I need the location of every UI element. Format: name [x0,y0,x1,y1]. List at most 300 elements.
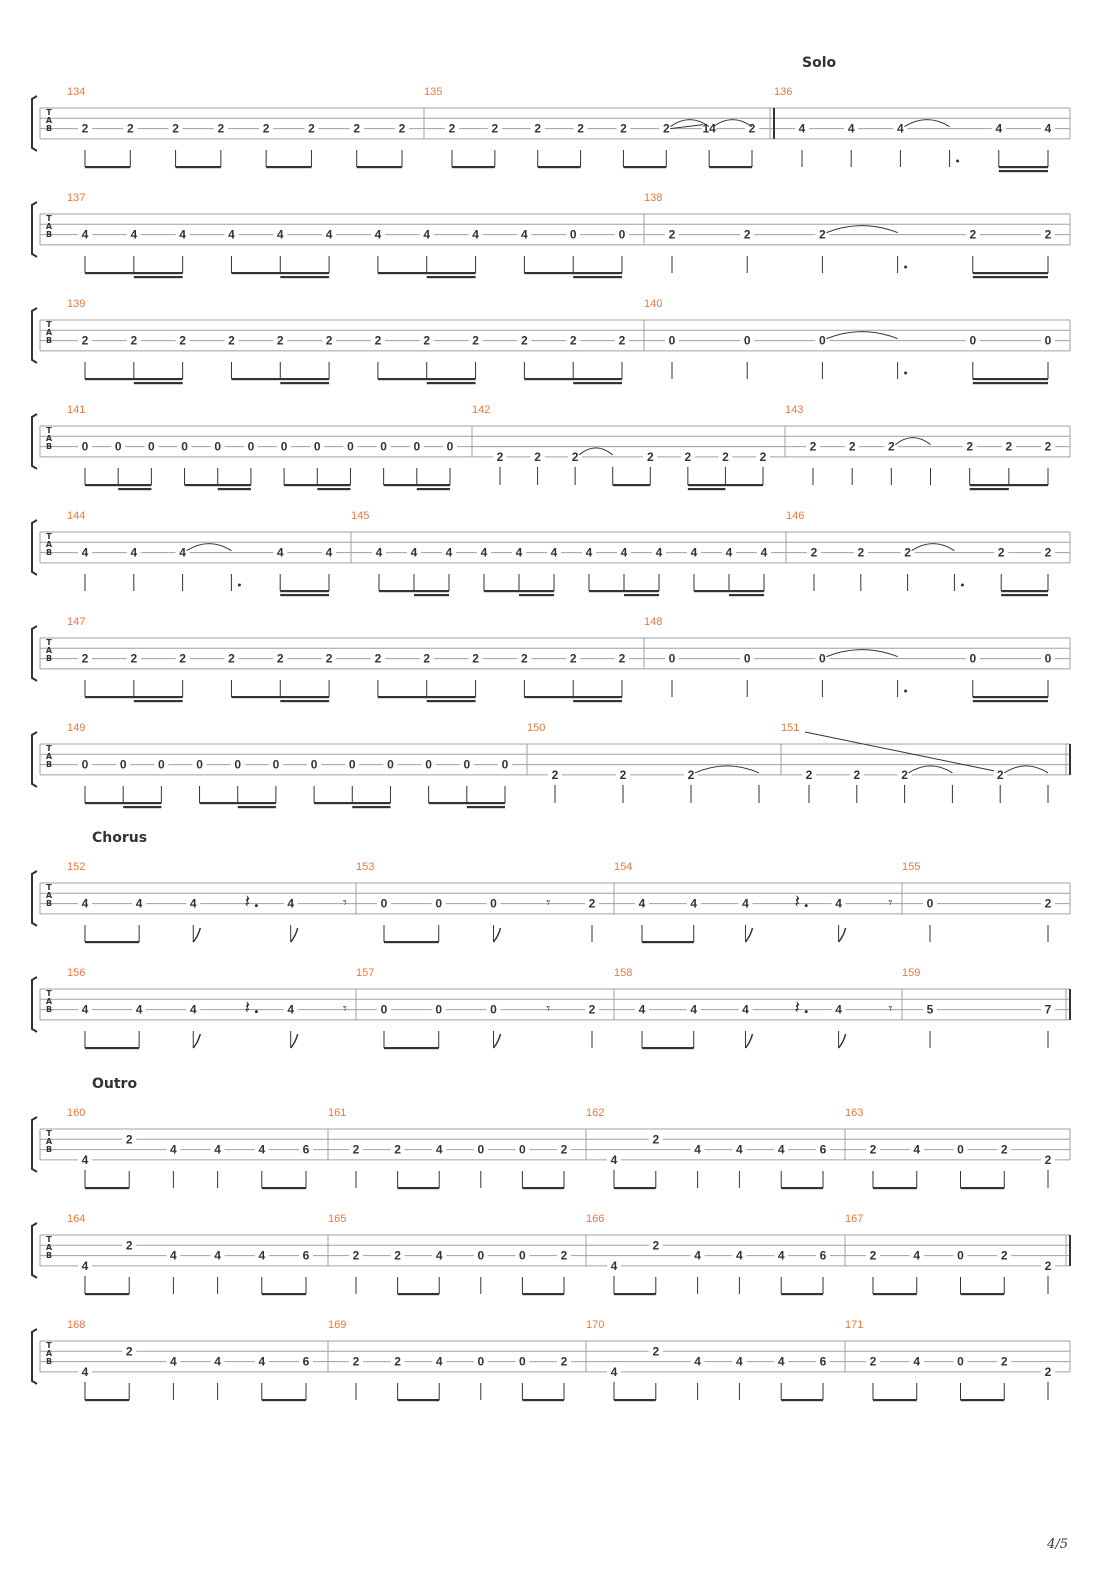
rhythm-dot [956,160,959,163]
section-label-solo: Solo [802,55,837,71]
fret-number: 2 [1044,1152,1052,1167]
fret-number: 2 [652,1344,660,1359]
measure-number: 136 [774,86,793,98]
note-beam [85,802,161,804]
note-beam [467,806,505,808]
fret-number: 2 [748,121,756,136]
note-beam [973,272,1048,274]
fret-number: 0 [313,439,321,454]
fret-number: 0 [969,651,977,666]
measure-number: 167 [845,1213,864,1225]
tab-clef-letter: B [45,760,53,769]
note-beam [378,378,476,380]
measure-number: 137 [67,192,86,204]
fret-number: 2 [904,545,911,560]
fret-number: 4 [610,1258,618,1273]
note-flag [745,1034,752,1048]
fret-number: 2 [126,121,134,136]
note-beam [429,802,505,804]
tab-clef-letter: T [46,320,52,329]
fret-number: 2 [423,651,431,666]
fret-number: 4 [325,545,333,560]
rest-dot [255,1010,258,1013]
system-bracket [32,96,37,151]
note-beam [231,696,329,698]
note-beam [624,594,659,596]
note-beam [688,484,763,486]
fret-number: 4 [742,1002,749,1017]
tab-clef-letter: T [46,214,52,223]
tab-system [32,510,1070,596]
note-beam [614,1187,656,1189]
system-bracket [32,414,37,469]
fret-number: 2 [1044,545,1052,560]
fret-number: 4 [847,121,855,136]
fret-number: 0 [957,1248,964,1263]
fret-number: 0 [348,757,356,772]
fret-number: 2 [352,1142,360,1157]
fret-number: 0 [819,651,826,666]
note-beam [973,378,1048,380]
fret-number: 0 [196,757,203,772]
fret-number: 14 [702,121,716,136]
note-beam [873,1293,917,1295]
fret-number: 4 [550,545,558,560]
fret-number: 4 [655,545,663,560]
fret-number: 0 [463,757,471,772]
fret-number: 2 [1044,1258,1052,1273]
tab-clef-letter: T [46,532,52,541]
rhythm-dot [904,266,907,269]
note-beam [118,488,151,490]
measure-number: 169 [328,1319,347,1331]
fret-number: 2 [743,227,751,242]
note-beam [85,1399,129,1401]
fret-number: 4 [287,896,295,911]
fret-number: 0 [413,439,421,454]
fret-number: 2 [1000,1248,1008,1263]
fret-number: 4 [214,1248,221,1263]
fret-number: 4 [736,1248,743,1263]
fret-number: 2 [810,545,818,560]
fret-number: 4 [325,227,333,242]
tab-clef-letter: A [45,540,53,549]
fret-number: 2 [228,333,235,348]
fret-number: 0 [387,757,394,772]
tab-system [32,616,1070,702]
fret-number: 4 [81,545,89,560]
tab-clef-letter: T [46,1129,52,1138]
fret-number: 4 [258,1248,266,1263]
fret-number: 2 [662,121,670,136]
note-beam [85,272,183,274]
fret-number: 4 [638,1002,646,1017]
measure-number: 164 [67,1213,86,1225]
fret-number: 0 [477,1142,485,1157]
note-beam [688,488,726,490]
fret-number: 2 [353,121,361,136]
measure-number: 162 [586,1107,605,1119]
fret-number: 2 [217,121,225,136]
fret-number: 4 [913,1248,921,1263]
note-flag [193,1034,200,1048]
note-beam [414,594,449,596]
note-beam [642,941,694,943]
tab-clef-letter: B [45,1357,53,1366]
fret-number: 4 [189,1002,197,1017]
measure-number: 142 [472,404,491,416]
note-beam [134,382,183,384]
fret-number: 2 [569,333,577,348]
eighth-rest: 𝄾 [342,999,347,1018]
rest-dot [805,904,808,907]
fret-number: 4 [423,227,431,242]
measure-number: 147 [67,616,86,628]
note-beam [427,382,476,384]
fret-number: 2 [228,651,235,666]
note-beam [573,382,622,384]
note-flag [291,1034,298,1048]
fret-number: 2 [687,767,695,782]
fret-number: 0 [926,896,934,911]
fret-number: 0 [569,227,577,242]
note-beam [85,166,130,168]
fret-number: 0 [519,1142,526,1157]
fret-number: 4 [81,1258,89,1273]
measure-number: 159 [902,967,921,979]
note-beam [384,484,450,486]
tab-system [32,192,1070,278]
fret-number: 4 [521,227,528,242]
fret-number: 2 [398,121,406,136]
note-beam [999,170,1048,172]
note-beam [452,166,495,168]
measure-number: 160 [67,1107,86,1119]
note-beam [538,166,581,168]
note-beam [522,1187,564,1189]
tab-clef-letter: B [45,654,53,663]
fret-number: 2 [130,651,138,666]
fret-number: 4 [435,1354,443,1369]
rhythm-dot [961,584,964,587]
fret-number: 4 [638,896,646,911]
fret-number: 4 [179,545,186,560]
slide [670,125,703,129]
fret-number: 0 [425,757,432,772]
fret-number: 2 [81,651,89,666]
fret-number: 4 [725,545,733,560]
fret-number: 4 [375,545,383,560]
fret-number: 6 [819,1248,827,1263]
fret-number: 0 [435,896,443,911]
note-beam [85,1293,129,1295]
fret-number: 0 [280,439,288,454]
fret-number: 4 [742,896,749,911]
measure-number: 168 [67,1319,86,1331]
note-beam [623,166,666,168]
note-beam [781,1293,823,1295]
fret-number: 0 [310,757,318,772]
note-beam [522,1293,564,1295]
fret-number: 2 [668,227,676,242]
tab-clef-letter: A [45,752,53,761]
fret-number: 4 [435,1142,443,1157]
fret-number: 4 [694,1142,701,1157]
note-beam [352,806,390,808]
fret-number: 4 [445,545,453,560]
measure-number: 150 [527,722,546,734]
fret-number: 2 [472,651,479,666]
section-label-chorus: Chorus [92,830,148,846]
fret-number: 2 [996,767,1004,782]
measure-number: 166 [586,1213,605,1225]
fret-number: 6 [819,1354,827,1369]
measure-number: 156 [67,967,86,979]
tie [826,226,897,233]
tab-clef-letter: A [45,997,53,1006]
fret-number: 4 [913,1354,921,1369]
measure-number: 152 [67,861,86,873]
tab-clef-letter: B [45,1145,53,1154]
note-beam [999,166,1048,168]
note-beam [378,696,476,698]
note-beam [417,488,450,490]
fret-number: 0 [490,896,497,911]
fret-number: 4 [214,1142,221,1157]
measure-number: 148 [644,616,663,628]
fret-number: 4 [690,545,698,560]
note-beam [384,1047,439,1049]
tie [695,766,759,773]
fret-number: 2 [534,121,542,136]
fret-number: 4 [189,896,197,911]
fret-number: 4 [130,545,138,560]
tab-clef-letter: B [45,230,53,239]
fret-number: 0 [158,757,165,772]
fret-number: 4 [835,896,842,911]
system-bracket [32,626,37,681]
fret-number: 0 [501,757,509,772]
fret-number: 2 [571,449,579,464]
note-beam [262,1293,306,1295]
note-beam [398,1187,440,1189]
note-beam [973,696,1048,698]
measure-number: 144 [67,510,86,522]
note-beam [134,276,183,278]
note-beam [873,1399,917,1401]
fret-number: 0 [668,333,676,348]
fret-number: 4 [81,1152,89,1167]
measure-number: 158 [614,967,633,979]
fret-number: 4 [585,545,593,560]
note-beam [262,1187,306,1189]
note-beam [709,166,752,168]
fret-number: 4 [258,1142,266,1157]
fret-number: 0 [743,333,751,348]
fret-number: 2 [125,1132,133,1147]
note-beam [970,488,1009,490]
measure-number: 149 [67,722,86,734]
fret-number: 0 [618,227,626,242]
fret-number: 0 [519,1248,526,1263]
tie [826,332,897,339]
note-beam [589,590,659,592]
measure-number: 165 [328,1213,347,1225]
tie [187,544,232,551]
fret-number: 2 [646,449,654,464]
fret-number: 2 [684,449,692,464]
tab-clef-letter: B [45,1005,53,1014]
note-flag [493,1034,500,1048]
fret-number: 0 [234,757,242,772]
fret-number: 2 [179,651,186,666]
note-beam [280,276,329,278]
fret-number: 0 [477,1354,485,1369]
fret-number: 0 [214,439,222,454]
fret-number: 4 [258,1354,266,1369]
note-beam [961,1293,1005,1295]
fret-number: 2 [521,333,528,348]
fret-number: 4 [798,121,806,136]
measure-number: 154 [614,861,633,873]
system-bracket [32,732,37,787]
note-beam [280,594,329,596]
quarter-rest: 𝄽 [244,891,251,913]
note-beam [573,700,622,702]
fret-number: 0 [114,439,122,454]
rest-dot [255,904,258,907]
fret-number: 2 [560,1354,568,1369]
fret-number: 2 [848,439,856,454]
fret-number: 2 [1044,227,1052,242]
tab-clef-letter: A [45,1137,53,1146]
tab-clef-letter: B [45,124,53,133]
fret-number: 2 [1044,896,1052,911]
note-beam [280,590,329,592]
tab-clef-letter: B [45,899,53,908]
tie [826,650,897,657]
system-bracket [32,1223,37,1278]
fret-number: 4 [374,227,382,242]
tab-clef-letter: T [46,638,52,647]
fret-number: 0 [1044,333,1052,348]
tie [579,448,613,455]
fret-number: 2 [1005,439,1013,454]
fret-number: 2 [901,767,908,782]
fret-number: 4 [777,1142,785,1157]
note-beam [85,378,183,380]
note-beam [185,484,251,486]
tie [909,766,953,773]
fret-number: 4 [694,1354,701,1369]
tab-system [32,1319,1070,1401]
note-beam [1001,590,1048,592]
fret-number: 2 [966,439,974,454]
fret-number: 2 [805,767,813,782]
fret-number: 0 [181,439,188,454]
fret-number: 2 [588,1002,596,1017]
note-flag [745,928,752,942]
fret-number: 2 [551,767,559,782]
measure-number: 155 [902,861,921,873]
fret-number: 2 [325,333,333,348]
tie [904,120,949,127]
fret-number: 2 [394,1142,401,1157]
fret-number: 0 [81,439,89,454]
fret-number: 2 [491,121,499,136]
fret-number: 4 [897,121,904,136]
tab-clef-letter: B [45,442,53,451]
fret-number: 0 [743,651,751,666]
fret-number: 4 [135,896,143,911]
fret-number: 4 [777,1248,785,1263]
system-bracket [32,202,37,257]
fret-number: 4 [690,896,698,911]
note-beam [614,1293,656,1295]
measure-number: 153 [356,861,375,873]
fret-number: 2 [125,1238,133,1253]
fret-number: 0 [380,439,387,454]
fret-number: 2 [130,333,138,348]
fret-number: 2 [276,651,284,666]
fret-number: 2 [81,121,89,136]
measure-number: 151 [781,722,800,734]
fret-number: 0 [347,439,354,454]
fret-number: 2 [448,121,456,136]
fret-number: 2 [869,1354,877,1369]
note-beam [262,1399,306,1401]
fret-number: 6 [302,1354,310,1369]
fret-number: 2 [619,767,627,782]
note-beam [961,1399,1005,1401]
fret-number: 4 [435,1248,443,1263]
fret-number: 0 [519,1354,526,1369]
fret-number: 2 [262,121,270,136]
measure-number: 140 [644,298,663,310]
system-bracket [32,1329,37,1384]
fret-number: 2 [588,896,596,911]
quarter-rest: 𝄽 [794,997,800,1019]
fret-number: 0 [819,333,826,348]
measure-number: 146 [786,510,805,522]
note-beam [484,590,554,592]
fret-number: 2 [569,651,577,666]
fret-number: 2 [325,651,333,666]
fret-number: 2 [374,333,382,348]
tab-clef-letter: T [46,1235,52,1244]
fret-number: 4 [760,545,768,560]
fret-number: 0 [81,757,89,772]
note-beam [357,166,402,168]
fret-number: 0 [380,1002,388,1017]
measure-number: 161 [328,1107,347,1119]
tab-clef-letter: A [45,1349,53,1358]
fret-number: 4 [81,1002,89,1017]
note-beam [973,276,1048,278]
note-beam [973,700,1048,702]
fret-number: 4 [410,545,418,560]
fret-number: 0 [446,439,454,454]
fret-number: 4 [610,1152,618,1167]
system-bracket [32,1117,37,1172]
note-beam [961,1187,1005,1189]
fret-number: 2 [618,651,626,666]
fret-number: 2 [620,121,627,136]
fret-number: 2 [125,1344,133,1359]
fret-number: 2 [969,227,977,242]
note-beam [522,1399,564,1401]
measure-number: 171 [845,1319,864,1331]
